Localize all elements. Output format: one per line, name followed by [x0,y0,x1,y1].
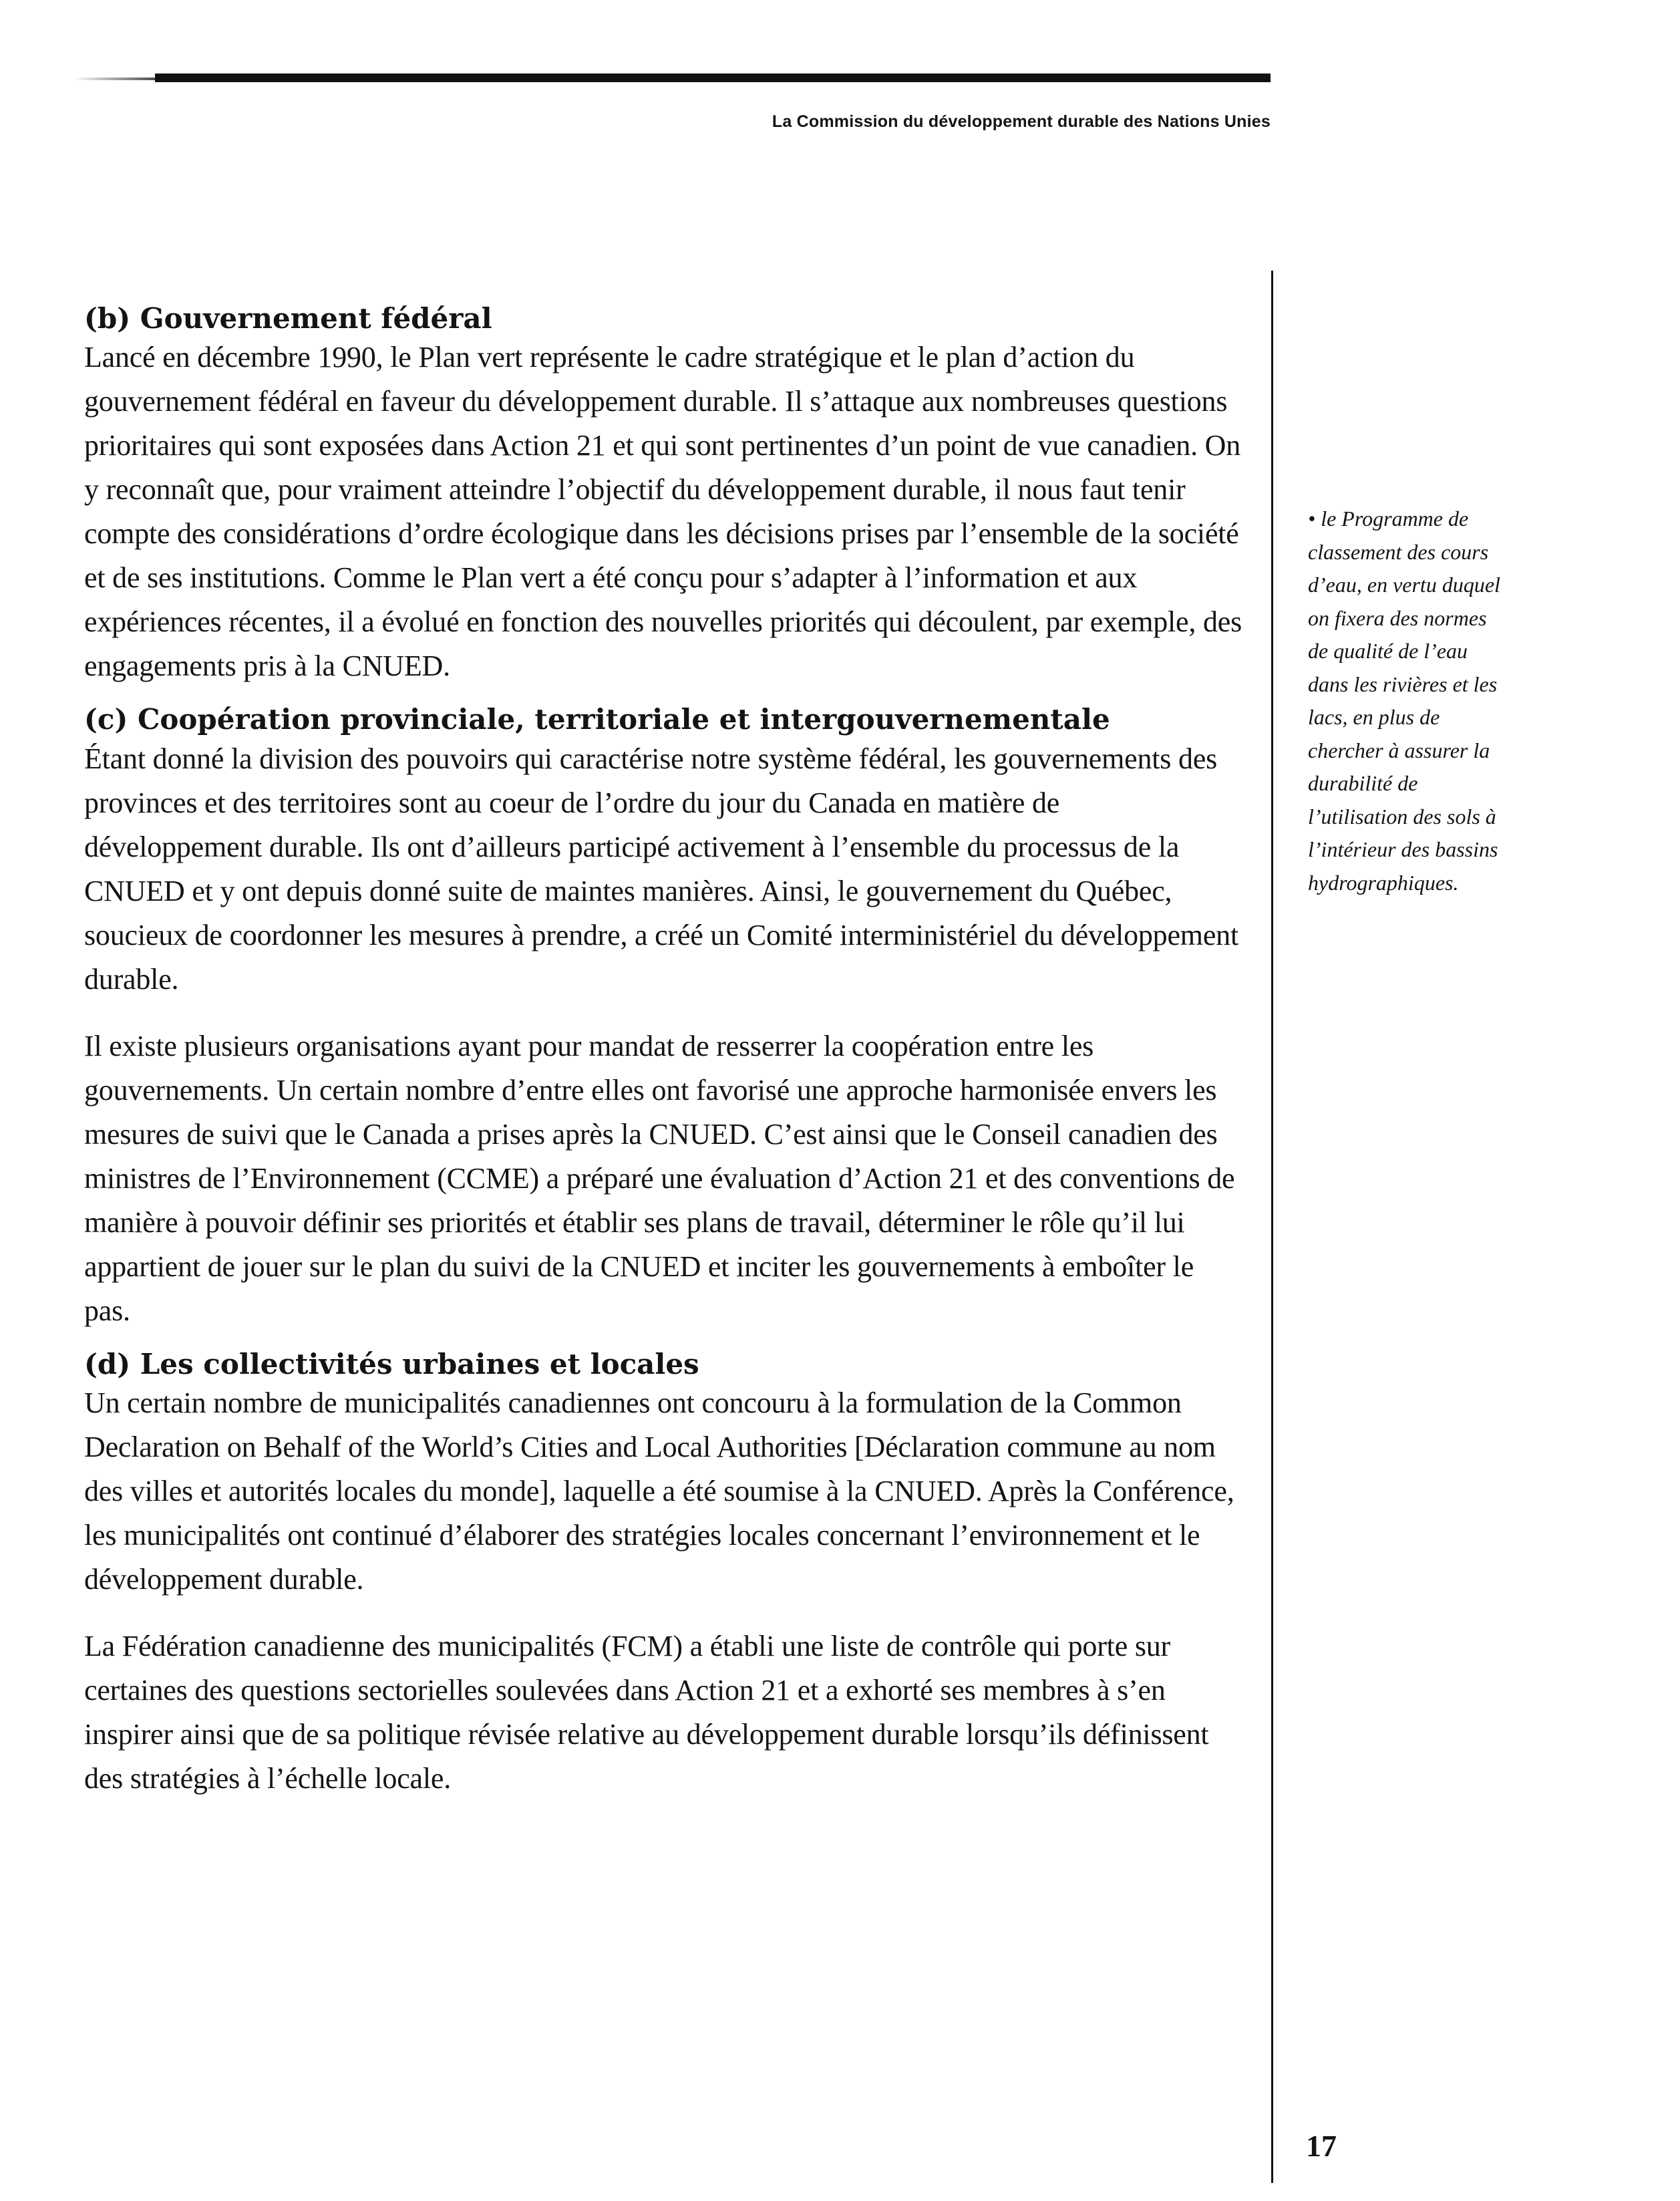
paragraph-local-1: Un certain nombre de municipalités canadiennes ont concouru à la formulation de la Common Declaration on Behalf of the World’s Cities and Local Authorities [Déclaration commune au nom des villes et autorités locales du monde], laquelle a été soumise à la CNUED. Après la Conférence, les municipalités ont continué d’élaborer des stratégies locales concernant l’environnement et le développement durable. [84,1386,1234,1596]
running-header: La Commission du développement durable des Nations Unies [772,112,1271,131]
main-column [84,302,1244,1801]
section-heading-federal: (b) Gouvernement fédéral [84,302,492,335]
section-heading-local: (d) Les collectivités urbaines et locales [84,1347,699,1380]
paragraph-local-2: La Fédération canadienne des municipalités (FCM) a établi une liste de contrôle qui porte sur certaines des questions sectorielles soulevées dans Action 21 et a exhorté ses membres à s’en inspirer ainsi que de sa politique révisée relative au développement durable lorsqu’ils définissent des stratégies à l’échelle locale. [84,1630,1209,1795]
section-heading-cooperation: (c) Coopération provinciale, territoriale et intergouvernementale [84,703,1110,736]
paragraph-federal-1: Lancé en décembre 1990, le Plan vert représente le cadre stratégique et le plan d’action du gouvernement fédéral en faveur du développement durable. Il s’attaque aux nombreuses questions prioritaires qui sont exposées dans Action 21 et qui sont pertinentes d’un point de vue canadien. On y reconnaît que, pour vraiment atteindre l’objectif du développement durable, il nous faut tenir compte des considérations d’ordre écologique dans les décisions prises par l’ensemble de la société et de ses institutions. Comme le Plan vert a été conçu pour s’adapter à l’information et aux expériences récentes, il a évolué en fonction des nouvelles priorités qui découlent, par exemple, des engagements pris à la CNUED. [84,341,1242,683]
page-number: 17 [1306,2129,1337,2163]
sidebar-note: • le Programme de classement des cours d’eau, en vertu duquel on fixera des normes de qualité de l’eau dans les rivières et les lacs, en plus de chercher à assurer la durabilité de l’utilisation des sols à l’intérieur des bassins hydrographiques. [1308,506,1500,895]
column-divider [1271,271,1273,2183]
top-rule-fade [73,78,155,80]
paragraph-cooperation-2: Il existe plusieurs organisations ayant pour mandat de resserrer la coopération entre les gouvernements. Un certain nombre d’entre elles ont favorisé une approche harmonisée envers les mesures de suivi que le Canada a prises après la CNUED. C’est ainsi que le Conseil canadien des ministres de l’Environnement (CCME) a préparé une évaluation d’Action 21 et des conventions de manière à pouvoir définir ses priorités et établir ses plans de travail, déterminer le rôle qu’il lui appartient de jouer sur le plan du suivi de la CNUED et inciter les gouvernements à emboîter le pas. [84,1029,1235,1327]
top-rule [155,74,1271,82]
paragraph-cooperation-1: Étant donné la division des pouvoirs qui caractérise notre système fédéral, les gouvernements des provinces et des territoires sont au coeur de l’ordre du jour du Canada en matière de développement durable. Ils ont d’ailleurs participé activement à l’ensemble du processus de la CNUED et y ont depuis donné suite de maintes manières. Ainsi, le gouvernement du Québec, soucieux de coordonner les mesures à prendre, a créé un Comité interministériel du développement durable. [84,742,1238,996]
